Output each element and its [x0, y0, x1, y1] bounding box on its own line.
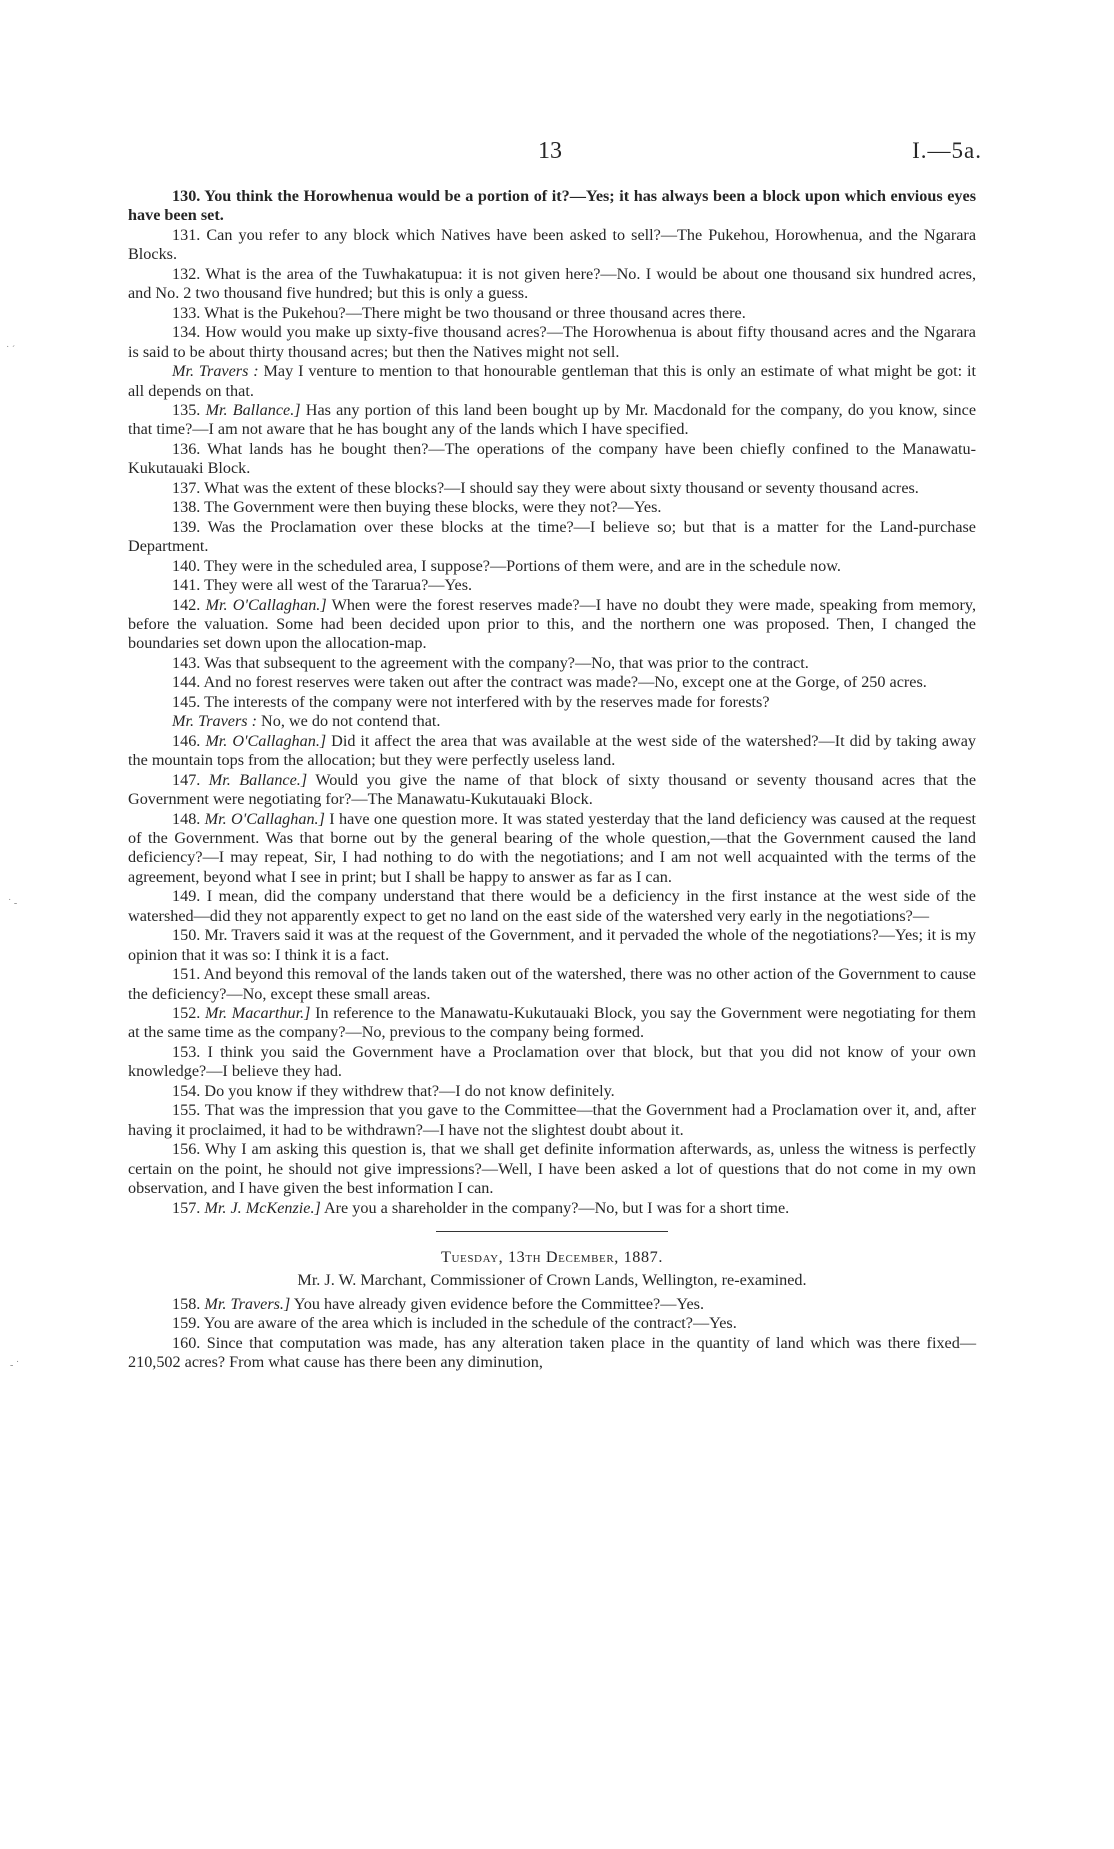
paragraph-text: When were the forest reserves made?—I have no doubt they were made, speaking from memory, before the valuation. Some had been decided upon prior to this, and the northern one was proposed. Then, I changed the boundaries set down upon the allocation-map.: [128, 595, 976, 653]
evidence-paragraph: [128, 1314, 976, 1333]
question-number: 147.: [172, 770, 201, 789]
speaker-name: Mr. Travers :: [172, 362, 259, 381]
evidence-paragraph: [128, 265, 976, 304]
evidence-paragraph: [128, 226, 976, 265]
evidence-paragraph: [128, 440, 976, 479]
evidence-paragraph: [128, 926, 976, 965]
witness-line: Mr. J. W. Marchant, Commissioner of Crown Lands, Wellington, re-examined.: [297, 1271, 807, 1290]
evidence-paragraph: [128, 1199, 976, 1218]
question-number: 157.: [172, 1198, 201, 1217]
paragraph-text: No, we do not contend that.: [261, 712, 441, 731]
speaker-name: Mr. O'Callaghan.]: [204, 809, 325, 828]
question-number: 135.: [172, 400, 201, 419]
question-number: 148.: [172, 809, 201, 828]
paragraph-text: And no forest reserves were taken out after the contract was made?—No, except one at the Gorge, of 250 acres.: [203, 673, 927, 692]
question-number: 160.: [172, 1333, 201, 1352]
question-number: 146.: [172, 731, 201, 750]
question-number: 153.: [172, 1042, 201, 1061]
evidence-paragraph: [128, 1101, 976, 1140]
page-header: [0, 138, 1114, 168]
paragraph-text: I mean, did the company understand that there would be a deficiency in the first instance at the west side of the watershed—did they not apparently expect to get no land on the east side of the watershed very early in the negotiations?—: [128, 887, 976, 925]
question-number: 142.: [172, 595, 201, 614]
paragraph-text: I think you said the Government have a Proclamation over that block, but that you did not know of your own knowledge?—I believe they had.: [128, 1042, 976, 1081]
paragraph-text: What was the extent of these blocks?—I should say they were about sixty thousand or seventy thousand acres.: [204, 478, 919, 497]
paragraph-text: Since that computation was made, has any alteration taken place in the quantity of land which was there fixed—210,502 acres? From what cause has there been any diminution,: [128, 1333, 977, 1372]
question-number: 140.: [172, 556, 201, 575]
evidence-paragraph: [128, 810, 976, 888]
evidence-paragraph: [128, 304, 976, 323]
question-number: 137.: [172, 478, 201, 497]
paragraph-text: Was the Proclamation over these blocks at the time?—I believe so; but that is a matter for the Land-purchase Department.: [128, 517, 976, 556]
question-number: 139.: [172, 517, 201, 536]
question-number: 145.: [172, 692, 201, 711]
question-number: 143.: [172, 653, 201, 672]
evidence-paragraph: [128, 887, 976, 926]
speaker-name: Mr. Macarthur.]: [205, 1004, 311, 1023]
paragraph-text: And beyond this removal of the lands taken out of the watershed, there was no other action of the Government to cause the deficiency?—No, except these small areas.: [128, 965, 976, 1003]
evidence-paragraph: [128, 965, 976, 1004]
evidence-paragraph: [128, 479, 976, 498]
paragraph-text: In reference to the Manawatu-Kukutauaki Block, you say the Government were negotiating for them at the same time as the company?—No, previous to the company being formed.: [128, 1004, 977, 1042]
paragraph-text: Can you refer to any block which Natives have been asked to sell?—The Pukehou, Horowhenua, and the Ngarara Blocks.: [128, 225, 977, 264]
question-number: 133.: [172, 303, 201, 322]
paragraph-text: They were in the scheduled area, I suppose?—Portions of them were, and are in the schedule now.: [204, 556, 841, 575]
evidence-paragraph: [128, 1140, 976, 1198]
evidence-paragraph: [128, 187, 976, 226]
speaker-name: Mr. O'Callaghan.]: [205, 731, 327, 750]
margin-mark: ˙ ˊ: [6, 345, 16, 356]
paragraph-text: Do you know if they withdrew that?—I do not know definitely.: [204, 1081, 615, 1100]
speaker-name: Mr. Ballance.]: [205, 400, 301, 419]
question-number: 134.: [172, 323, 201, 342]
evidence-paragraphs: [128, 187, 976, 1218]
question-number: 154.: [172, 1081, 201, 1100]
evidence-paragraph: [128, 498, 976, 517]
section-divider: [436, 1231, 668, 1232]
speaker-name: Mr. J. McKenzie.]: [204, 1198, 321, 1217]
question-number: 156.: [172, 1140, 201, 1159]
speaker-name: Mr. Travers.]: [204, 1294, 291, 1313]
question-number: 151.: [172, 965, 201, 984]
speaker-name: Mr. Ballance.]: [208, 770, 308, 789]
paragraph-text: That was the impression that you gave to the Committee—that the Government had a Proclamation over it, and, after having it proclaimed, it had to be withdrawn?—I have not the slightest doubt about it.: [128, 1101, 976, 1139]
question-number: 159.: [172, 1314, 201, 1333]
paragraph-text: What lands has he bought then?—The operations of the company have been chiefly confined to the Manawatu-Kukutauaki Block.: [128, 439, 976, 478]
paragraph-text: You are aware of the area which is included in the schedule of the contract?—Yes.: [203, 1314, 737, 1333]
evidence-text: [128, 187, 976, 1373]
evidence-paragraphs-continued: [128, 1295, 976, 1373]
evidence-paragraph: [128, 693, 976, 712]
margin-mark: ˙ ‐: [8, 898, 18, 909]
question-number: 141.: [172, 576, 201, 595]
evidence-paragraph: [128, 557, 976, 576]
paragraph-text: Did it affect the area that was available at the west side of the watershed?—It did by taking away the mountain tops from the allocation; but they were perfectly useless land.: [128, 731, 977, 770]
evidence-paragraph: [128, 323, 976, 362]
question-number: 144.: [172, 673, 201, 692]
paragraph-text: Mr. Travers said it was at the request of the Government, and it pervaded the whole of the negotiations?—Yes; it is my opinion that it was so: I think it is a fact.: [128, 926, 976, 964]
evidence-paragraph: [128, 712, 976, 731]
question-number: 132.: [172, 264, 201, 283]
paragraph-text: What is the Pukehou?—There might be two thousand or three thousand acres there.: [204, 303, 746, 322]
evidence-paragraph: [128, 362, 976, 401]
evidence-paragraph: [128, 732, 976, 771]
paragraph-text: You think the Horowhenua would be a portion of it?—Yes; it has always been a block upon which envious eyes have been set.: [128, 187, 976, 225]
evidence-paragraph: [128, 771, 976, 810]
paragraph-text: May I venture to mention to that honourable gentleman that this is only an estimate of what might be got: it all depends on that.: [128, 362, 977, 400]
question-number: 158.: [172, 1294, 201, 1313]
paper-reference: I.—5a.: [912, 138, 982, 163]
question-number: 130.: [172, 187, 201, 205]
speaker-name: Mr. O'Callaghan.]: [205, 595, 327, 614]
paragraph-text: Has any portion of this land been bought up by Mr. Macdonald for the company, do you know, since that time?—I am not aware that he has bought any of the lands which I have specified.: [128, 400, 977, 439]
evidence-paragraph: [128, 1043, 976, 1082]
paragraph-text: The interests of the company were not interfered with by the reserves made for forests?: [204, 692, 770, 711]
margin-mark: ‐ ˙: [10, 1360, 20, 1371]
evidence-paragraph: [128, 518, 976, 557]
paragraph-text: Was that subsequent to the agreement with the company?—No, that was prior to the contract.: [204, 653, 809, 672]
evidence-paragraph: [128, 1082, 976, 1101]
speaker-name: Mr. Travers :: [172, 712, 257, 731]
paragraph-text: They were all west of the Tararua?—Yes.: [204, 576, 473, 595]
paragraph-text: Why I am asking this question is, that we shall get definite information afterwards, as, unless the witness is perfectly certain on the point, he should not give impressions?—Well, I have been asked a lot of questions that do not come in my own observation, and I have given the best information I can.: [128, 1140, 976, 1198]
paragraph-text: What is the area of the Tuwhakatupua: it is not given here?—No. I would be about one thousand six hundred acres, and No. 2 two thousand five hundred; but this is only a guess.: [128, 264, 976, 303]
question-number: 155.: [172, 1101, 201, 1120]
paragraph-text: The Government were then buying these blocks, were they not?—Yes.: [204, 498, 662, 517]
question-number: 136.: [172, 439, 201, 458]
evidence-paragraph: [128, 596, 976, 654]
question-number: 149.: [172, 887, 201, 906]
evidence-paragraph: [128, 1004, 976, 1043]
sitting-date: Tuesday, 13th December, 1887.: [440, 1248, 664, 1267]
paragraph-text: How would you make up sixty-five thousand acres?—The Horowhenua is about fifty thousand acres and the Ngarara is said to be about thirty thousand acres; but then the Natives might not sell.: [128, 323, 976, 361]
evidence-paragraph: [128, 1334, 976, 1373]
evidence-paragraph: [128, 1295, 976, 1314]
evidence-paragraph: [128, 654, 976, 673]
paragraph-text: Are you a shareholder in the company?—No, but I was for a short time.: [323, 1198, 790, 1217]
paragraph-text: Would you give the name of that block of sixty thousand or seventy thousand acres that the Government were negotiating for?—The Manawatu-Kukutauaki Block.: [128, 770, 976, 809]
page-number: 13: [538, 138, 562, 164]
evidence-paragraph: [128, 576, 976, 595]
question-number: 150.: [172, 926, 201, 945]
evidence-paragraph: [128, 673, 976, 692]
paragraph-text: You have already given evidence before the Committee?—Yes.: [293, 1294, 705, 1313]
question-number: 131.: [172, 225, 201, 244]
question-number: 138.: [172, 498, 201, 517]
question-number: 152.: [172, 1004, 201, 1023]
evidence-paragraph: [128, 401, 976, 440]
paragraph-text: I have one question more. It was stated yesterday that the land deficiency was caused at the request of the Government. Was that borne out by the general bearing of the whole question,—that the Government caused the land deficiency?—I may repeat, Sir, I had nothing to do with the negotiations; and I am not well acquainted with the terms of the agreement, beyond what I see in print; but I shall be happy to answer as far as I can.: [128, 809, 977, 886]
